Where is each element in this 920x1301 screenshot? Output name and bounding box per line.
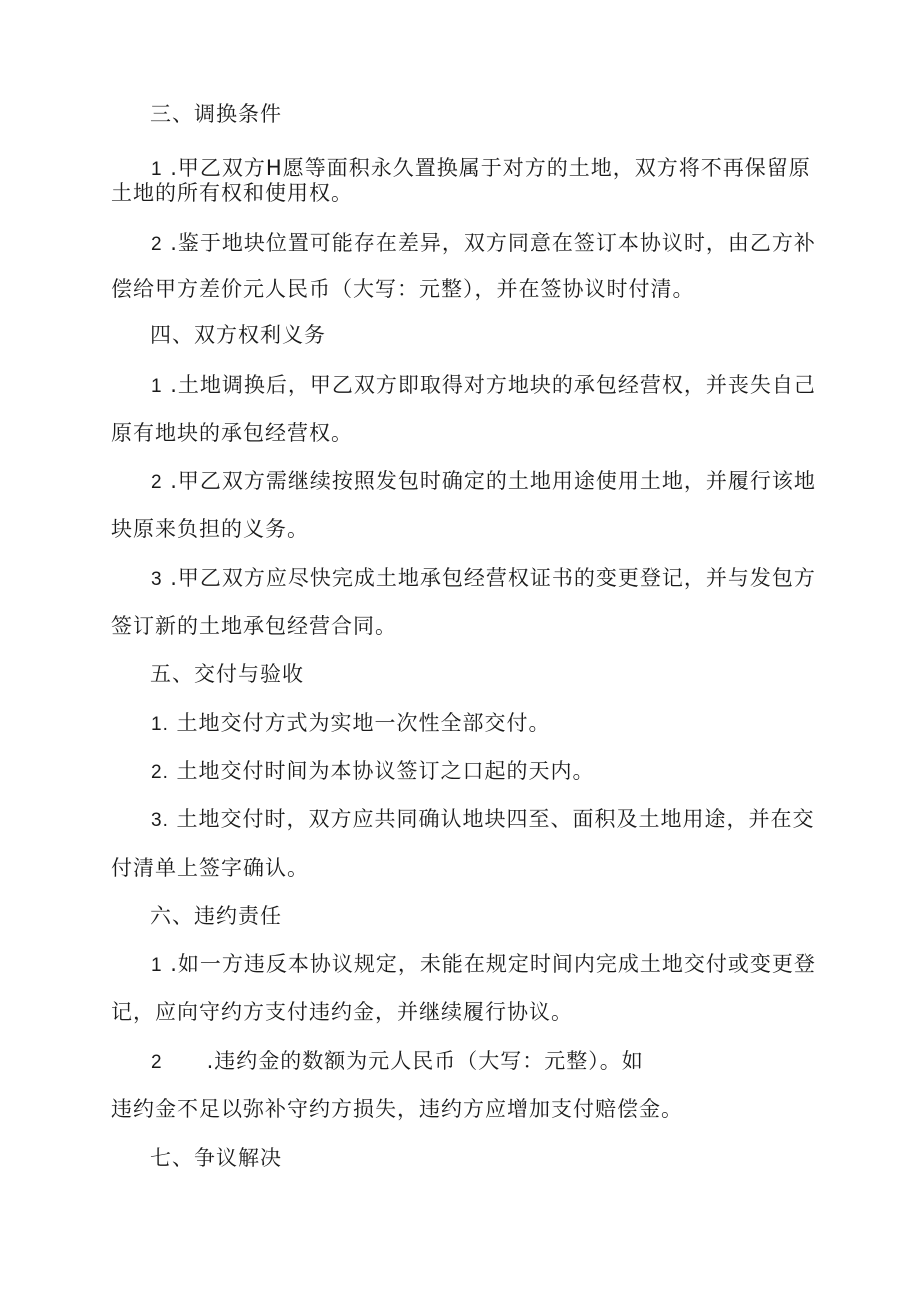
item-text: .违约金的数额为元人民币（大写：元整）。如 — [206, 1049, 644, 1073]
section-3-item-2 — [151, 230, 816, 258]
item-number: 2 — [151, 1052, 163, 1073]
section-6-item-2-continuation: 违约金不足以弥补守约方损失，违约方应增加支付赔偿金。 — [111, 1097, 683, 1121]
section-4-item-2 — [151, 468, 816, 496]
section-6-heading: 六、违约责任 — [150, 904, 282, 928]
item-text: 土地交付方式为实地一次性全部交付。 — [168, 711, 551, 735]
section-4-item-3 — [151, 565, 816, 593]
item-text: .鉴于地块位置可能存在差异，双方同意在签订本协议时，由乙方补 — [162, 231, 816, 255]
section-6-item-1-continuation: 记，应向守约方支付违约金，并继续履行协议。 — [111, 1000, 573, 1024]
item-text: .甲乙双方需继续按照发包时确定的土地用途使用土地，并履行该地 — [162, 469, 816, 493]
section-3-item-1 — [151, 155, 811, 183]
section-3-item-1-continuation: 土地的所有权和使用权。 — [111, 181, 353, 205]
item-number: 1 — [151, 159, 163, 180]
item-number: 1. — [151, 714, 169, 735]
section-4-heading: 四、双方权利义务 — [150, 323, 326, 347]
section-4-item-1-continuation: 原有地块的承包经营权。 — [111, 421, 353, 445]
section-6-item-2 — [151, 1048, 644, 1076]
section-5-item-2 — [151, 758, 595, 786]
section-5-item-1 — [151, 710, 551, 738]
item-number: 2 — [151, 234, 163, 255]
section-4-item-1 — [151, 372, 816, 400]
item-number: 3. — [151, 810, 169, 831]
section-3-heading: 三、调换条件 — [150, 102, 282, 126]
section-4-item-2-continuation: 块原来负担的义务。 — [111, 517, 309, 541]
item-number: 2. — [151, 762, 169, 783]
item-text: 土地交付时间为本协议签订之口起的天内。 — [168, 759, 595, 783]
item-text: .土地调换后，甲乙双方即取得对方地块的承包经营权，并丧失自己 — [162, 373, 816, 397]
item-number: 1 — [151, 955, 163, 976]
section-7-heading: 七、争议解决 — [150, 1146, 282, 1170]
section-5-item-3-continuation: 付清单上签字确认。 — [111, 856, 309, 880]
section-5-heading: 五、交付与验收 — [150, 662, 304, 686]
section-3-item-2-continuation: 偿给甲方差价元人民币（大写：元整），并在签协议时付清。 — [111, 277, 695, 301]
section-6-item-1 — [151, 951, 816, 979]
item-number: 2 — [151, 472, 163, 493]
item-text: .甲乙双方H愿等面积永久置换属于对方的土地，双方将不再保留原 — [162, 156, 811, 180]
item-text: .甲乙双方应尽快完成土地承包经营权证书的变更登记，并与发包方 — [162, 566, 816, 590]
item-number: 3 — [151, 569, 163, 590]
item-number: 1 — [151, 376, 163, 397]
section-4-item-3-continuation: 签订新的土地承包经营合同。 — [111, 614, 397, 638]
item-text: .如一方违反本协议规定，未能在规定时间内完成土地交付或变更登 — [162, 952, 816, 976]
section-5-item-3 — [151, 806, 815, 834]
item-text: 土地交付时，双方应共同确认地块四至、面积及土地用途，并在交 — [168, 807, 815, 831]
